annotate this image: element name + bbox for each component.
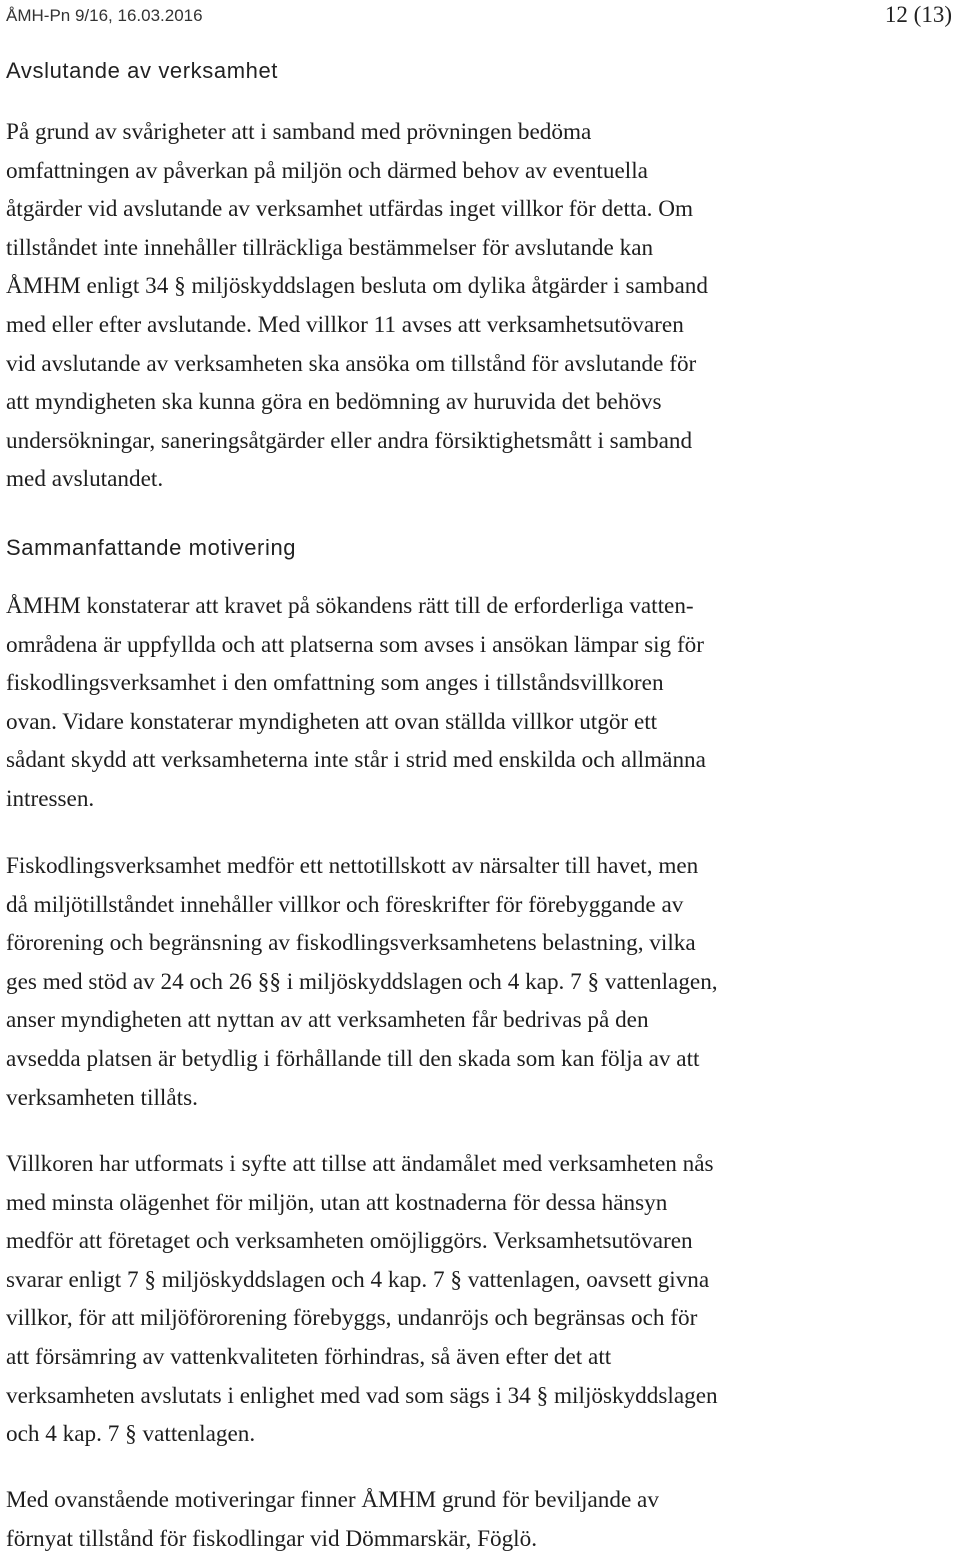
paragraph-motivering-2: [6, 847, 886, 1117]
text-line: Med ovanstående motiveringar finner ÅMHM grund för beviljande av: [6, 1487, 659, 1513]
text-line: tillståndet inte innehåller tillräckliga bestämmelser för avslutande kan: [6, 234, 654, 261]
text-line: att myndigheten ska kunna göra en bedömning av huruvida det behövs: [6, 389, 662, 416]
text-line: ges med stöd av 24 och 26 §§ i miljöskyddslagen och 4 kap. 7 § vattenlagen,: [6, 968, 718, 995]
paragraph-avslutande: [6, 113, 886, 499]
page-header: [6, 2, 952, 32]
text-line: med minsta olägenhet för miljön, utan att kostnaderna för dessa hänsyn: [6, 1189, 668, 1216]
text-line: villkor, för att miljöförorening förebyggs, undanröjs och begränsas och för: [6, 1305, 698, 1332]
text-line: ÅMHM enligt 34 § miljöskyddslagen besluta om dylika åtgärder i samband: [6, 273, 708, 300]
paragraph-motivering-1: [6, 587, 886, 819]
text-line: avsedda platsen är betydlig i förhållande till den skada som kan följa av att: [6, 1045, 700, 1072]
section-heading-avslutande: Avslutande av verksamhet: [6, 58, 279, 83]
section-heading-motivering: Sammanfattande motivering: [6, 535, 297, 560]
text-line: Villkoren har utformats i syfte att tillse att ändamålet med verksamheten nås: [6, 1151, 714, 1177]
text-line: då miljötillståndet innehåller villkor och föreskrifter för förebyggande av: [6, 891, 684, 918]
text-line: och 4 kap. 7 § vattenlagen.: [6, 1421, 256, 1448]
paragraph-motivering-3: [6, 1145, 886, 1454]
text-line: På grund av svårigheter att i samband med prövningen bedöma: [6, 119, 592, 145]
text-line: medför att företaget och verksamheten omöjliggörs. Verksamhetsutövaren: [6, 1228, 693, 1255]
text-line: verksamheten tillåts.: [6, 1084, 198, 1111]
text-line: intressen.: [6, 785, 95, 812]
text-line: förorening och begränsning av fiskodlingsverksamhetens belastning, vilka: [6, 930, 696, 957]
text-line: områdena är uppfyllda och att platserna som avses i ansökan lämpar sig för: [6, 631, 704, 658]
text-line: ÅMHM konstaterar att kravet på sökandens rätt till de erforderliga vatten-: [6, 593, 694, 619]
text-line: omfattningen av påverkan på miljön och därmed behov av eventuella: [6, 157, 648, 184]
text-line: vid avslutande av verksamheten ska ansöka om tillstånd för avslutande för: [6, 350, 697, 377]
document-reference: ÅMH-Pn 9/16, 16.03.2016: [6, 6, 203, 25]
paragraph-motivering-4: [6, 1481, 886, 1558]
text-line: med avslutandet.: [6, 466, 164, 493]
text-line: att försämring av vattenkvaliteten förhindras, så även efter det att: [6, 1343, 612, 1370]
text-line: med eller efter avslutande. Med villkor 11 avses att verksamhetsutövaren: [6, 311, 684, 338]
text-line: fiskodlingsverksamhet i den omfattning som anges i tillståndsvillkoren: [6, 670, 664, 697]
text-line: ovan. Vidare konstaterar myndigheten att ovan ställda villkor utgör ett: [6, 708, 658, 735]
text-line: anser myndigheten att nyttan av att verksamheten får bedrivas på den: [6, 1007, 649, 1034]
text-line: verksamheten avslutats i enlighet med vad som sägs i 34 § miljöskyddslagen: [6, 1382, 718, 1409]
text-line: åtgärder vid avslutande av verksamhet utfärdas inget villkor för detta. Om: [6, 196, 694, 223]
text-line: undersökningar, saneringsåtgärder eller andra försiktighetsmått i samband: [6, 427, 693, 454]
text-line: Fiskodlingsverksamhet medför ett nettotillskott av närsalter till havet, men: [6, 853, 699, 879]
text-line: sådant skydd att verksamheterna inte står i strid med enskilda och allmänna: [6, 747, 706, 774]
text-line: förnyat tillstånd för fiskodlingar vid Dömmarskär, Föglö.: [6, 1525, 538, 1552]
page-number: 12 (13): [884, 2, 952, 27]
text-line: svarar enligt 7 § miljöskyddslagen och 4 kap. 7 § vattenlagen, oavsett givna: [6, 1266, 710, 1293]
